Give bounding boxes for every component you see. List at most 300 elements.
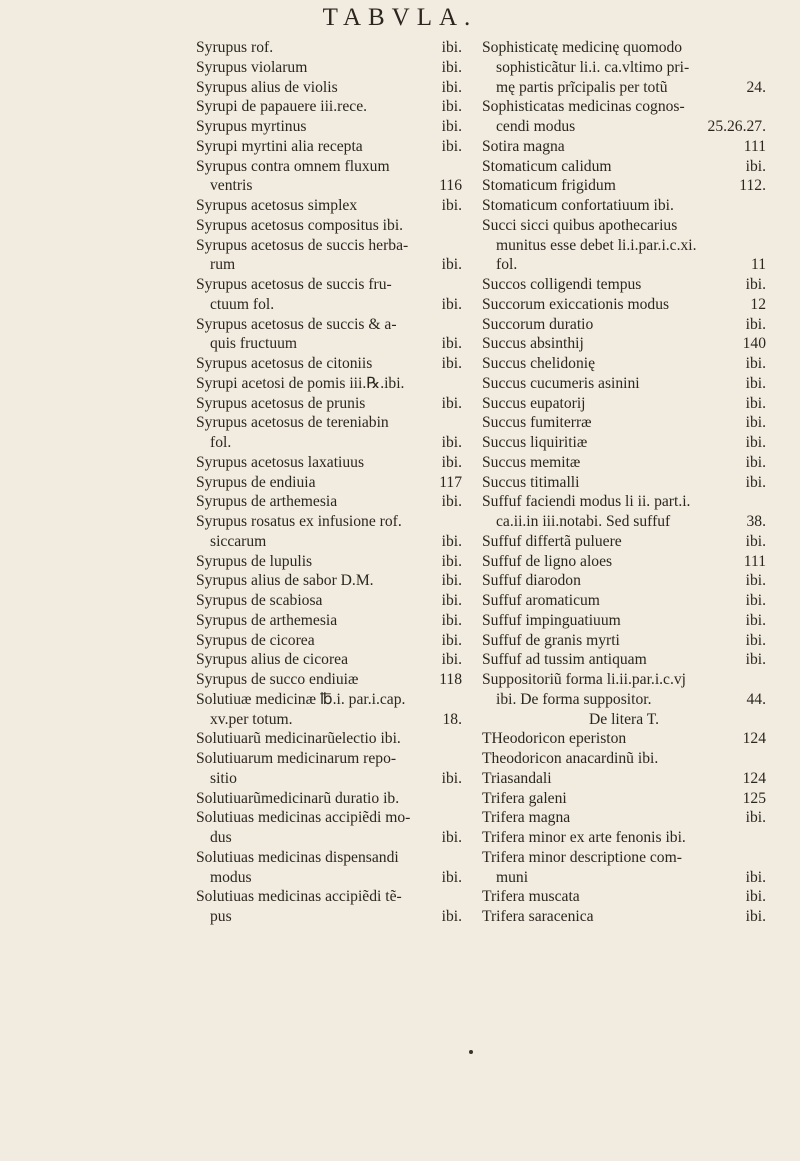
entry-line	[196, 157, 462, 177]
entry-text: fol.	[496, 256, 518, 274]
page-reference: ibi.	[745, 908, 766, 925]
entry-line	[196, 216, 462, 236]
page-reference: ibi.	[745, 809, 766, 827]
entry-text: ibi. De forma suppositor.	[496, 690, 652, 708]
page-reference: ibi.	[745, 631, 766, 649]
index-entry	[196, 591, 462, 611]
entry-line	[196, 848, 462, 868]
index-entry	[482, 176, 766, 196]
entry-line	[482, 828, 766, 848]
entry-text: Syrupus acetosus de prunis	[196, 394, 366, 412]
entry-line	[482, 295, 766, 315]
entry-text: siccarum	[210, 532, 267, 550]
index-entry	[196, 374, 462, 394]
page-reference: ibi.	[745, 276, 766, 293]
entry-line	[196, 710, 462, 730]
index-entry	[482, 611, 766, 631]
page-reference: ibi.	[441, 39, 462, 56]
page-reference: ibi.	[441, 908, 462, 925]
entry-line	[482, 670, 766, 690]
entry-text: Sophisticatas medicinas cognos-	[482, 98, 685, 116]
page-reference: ibi.	[745, 394, 766, 412]
entry-text: Syrupus myrtinus	[196, 118, 307, 135]
page-reference: ibi.	[441, 434, 462, 451]
index-entry	[482, 157, 766, 177]
page-reference: ibi.	[745, 572, 766, 590]
entry-text: Suffuf ad tussim antiquam	[482, 651, 647, 669]
page-reference: ibi.	[441, 137, 462, 155]
index-entry	[482, 808, 766, 828]
entry-line	[482, 236, 766, 256]
entry-line	[482, 532, 766, 552]
entry-text: Syrupus contra omnem fluxum	[196, 157, 390, 175]
index-entry	[482, 216, 766, 275]
index-entry	[482, 413, 766, 433]
entry-line	[196, 552, 462, 572]
entry-text: Sophisticatę medicinę quomodo	[482, 39, 683, 56]
entry-text: THeodoricon eperiston	[482, 730, 627, 748]
entry-line	[482, 789, 766, 809]
page-reference: ibi.	[745, 888, 766, 906]
entry-line	[196, 413, 462, 433]
index-entry	[196, 137, 462, 157]
entry-line	[482, 611, 766, 631]
entry-text: Suffuf differtã puluere	[482, 532, 622, 550]
entry-line	[482, 97, 766, 117]
index-entry	[196, 216, 462, 236]
page-reference: ibi.	[441, 651, 462, 669]
entry-text: Suffuf de granis myrti	[482, 631, 620, 649]
page-reference: ibi.	[745, 592, 766, 609]
entry-text: Solutiuas medicinas dispensandi	[196, 848, 399, 866]
entry-line	[196, 532, 462, 552]
entry-line	[482, 196, 766, 216]
entry-text: Stomaticum frigidum	[482, 177, 616, 195]
page-header: TABVLA.	[322, 4, 478, 31]
entry-line	[196, 354, 462, 374]
entry-text: Trifera minor descriptione com-	[482, 848, 682, 866]
page-reference: 18.	[442, 710, 462, 728]
index-entry	[482, 354, 766, 374]
page-reference: ibi.	[441, 98, 462, 116]
index-entry	[196, 236, 462, 276]
entry-line	[196, 670, 462, 690]
left-column	[196, 38, 462, 927]
entry-text: ca.ii.in iii.notabi. Sed suffuf	[496, 513, 671, 530]
page-reference: 140	[742, 335, 766, 353]
entry-text: xv.per totum.	[210, 710, 293, 728]
index-entry	[196, 453, 462, 473]
entry-line	[482, 117, 766, 137]
entry-text: Syrupus acetosus de succis fru-	[196, 276, 392, 293]
index-entry	[482, 394, 766, 414]
index-entry	[482, 196, 766, 216]
entry-line	[482, 591, 766, 611]
page-reference: ibi.	[441, 829, 462, 846]
entry-line	[196, 492, 462, 512]
index-entry	[482, 275, 766, 295]
page-reference: ibi.	[441, 118, 462, 135]
index-entry	[196, 848, 462, 888]
page-reference: 12	[750, 295, 766, 313]
index-entry	[196, 808, 462, 848]
entry-text: sitio	[210, 769, 237, 787]
page-reference: ibi.	[441, 355, 462, 372]
page-reference: ibi.	[745, 374, 766, 392]
entry-line	[482, 887, 766, 907]
entry-line	[482, 354, 766, 374]
entry-text: Syrupus violarum	[196, 58, 308, 76]
page-reference: ibi.	[745, 532, 766, 550]
page-reference: 24.	[746, 78, 766, 96]
index-entry	[482, 552, 766, 572]
entry-text: Syrupus rof.	[196, 39, 274, 56]
entry-line	[196, 571, 462, 591]
index-entry	[196, 789, 462, 809]
entry-text: Succus memitæ	[482, 453, 581, 471]
page-reference: 124	[742, 730, 766, 748]
entry-text: munitus esse debet li.i.par.i.c.xi.	[496, 236, 697, 254]
entry-text: Syrupus acetosus de succis & a-	[196, 315, 397, 333]
entry-line	[196, 611, 462, 631]
entry-text: Stomaticum calidum	[482, 157, 612, 175]
entry-line	[196, 38, 462, 58]
entry-text: Syrupus rosatus ex infusione rof.	[196, 513, 402, 530]
entry-text: Succi sicci quibus apothecarius	[482, 216, 678, 234]
index-entry	[482, 828, 766, 848]
entry-text: Syrupus alius de sabor D.M.	[196, 572, 374, 590]
index-entry	[196, 394, 462, 414]
page-reference: 117	[439, 473, 462, 491]
entry-line	[196, 631, 462, 651]
index-entry	[482, 374, 766, 394]
index-entry	[196, 552, 462, 572]
index-entry	[482, 769, 766, 789]
index-entry	[196, 650, 462, 670]
index-entry	[482, 315, 766, 335]
index-entry	[196, 117, 462, 137]
entry-text: Syrupus acetosus de tereniabin	[196, 414, 389, 432]
entry-line	[482, 848, 766, 868]
entry-line	[196, 789, 462, 809]
page-reference: ibi.	[745, 473, 766, 491]
entry-text: Syrupi acetosi de pomis iii.℞.ibi.	[196, 374, 405, 392]
entry-line	[196, 97, 462, 117]
page-reference: 11	[750, 256, 766, 274]
index-entry	[196, 196, 462, 216]
index-entry	[196, 887, 462, 927]
entry-text: ventris	[210, 177, 253, 195]
page-reference: ibi.	[441, 335, 462, 353]
page-reference: ibi.	[441, 453, 462, 471]
entry-text: sophisticãtur li.i. ca.vltimo pri-	[496, 58, 690, 76]
page-reference: 111	[743, 137, 766, 155]
index-entry	[196, 690, 462, 730]
entry-line	[482, 729, 766, 749]
index-entry	[196, 631, 462, 651]
page-reference: ibi.	[745, 355, 766, 372]
entry-line	[196, 334, 462, 354]
entry-text: Syrupus alius de violis	[196, 78, 338, 96]
entry-line	[196, 275, 462, 295]
page-reference: ibi.	[745, 315, 766, 333]
entry-line	[482, 38, 766, 58]
page-reference: ibi.	[745, 611, 766, 629]
page-reference: ibi.	[441, 631, 462, 649]
entry-text: Sotira magna	[482, 137, 565, 155]
page-reference: 125	[742, 789, 766, 807]
entry-line	[196, 295, 462, 315]
entry-text: pus	[210, 908, 232, 925]
entry-text: cendi modus	[496, 118, 576, 135]
entry-text: Stomaticum confortatiuum ibi.	[482, 197, 674, 214]
page-reference: ibi.	[441, 611, 462, 629]
entry-text: Solutiuæ medicinæ ℔.i. par.i.cap.	[196, 690, 406, 708]
entry-text: Succus cucumeris asinini	[482, 374, 640, 392]
entry-text: Trifera minor ex arte fenonis ibi.	[482, 829, 686, 846]
entry-line	[482, 690, 766, 710]
entry-line	[482, 808, 766, 828]
index-entry	[482, 492, 766, 532]
entry-line	[482, 868, 766, 888]
index-entry	[196, 611, 462, 631]
entry-text: Syrupus acetosus de succis herba-	[196, 236, 409, 254]
entry-line	[196, 868, 462, 888]
entry-line	[196, 137, 462, 157]
index-entry	[482, 453, 766, 473]
index-entry	[196, 413, 462, 453]
entry-text: dus	[210, 829, 232, 846]
entry-text: Succus liquiritiæ	[482, 434, 588, 451]
page-reference: ibi.	[745, 434, 766, 451]
index-entry	[482, 473, 766, 493]
index-entry	[196, 512, 462, 552]
entry-text: Solutiuarum medicinarum repo-	[196, 750, 397, 767]
page-reference: ibi.	[441, 532, 462, 550]
index-entry	[482, 749, 766, 769]
page-reference: ibi.	[745, 651, 766, 669]
entry-text: Succos colligendi tempus	[482, 276, 642, 293]
ink-dot	[469, 1050, 473, 1054]
entry-line	[482, 78, 766, 98]
entry-line	[196, 58, 462, 78]
entry-line	[482, 571, 766, 591]
entry-line	[196, 433, 462, 453]
entry-line	[196, 315, 462, 335]
entry-line	[482, 157, 766, 177]
entry-line	[196, 512, 462, 532]
page-reference: ibi.	[745, 453, 766, 471]
index-entry	[196, 275, 462, 315]
index-entry	[196, 729, 462, 749]
index-entry	[482, 907, 766, 927]
entry-text: Solutiuarũ medicinarũelectio ibi.	[196, 730, 401, 748]
page-reference: ibi.	[441, 197, 462, 214]
entry-text: quis fructuum	[210, 335, 298, 353]
entry-line	[482, 275, 766, 295]
entry-text: fol.	[210, 434, 232, 451]
page-reference: 124	[742, 769, 766, 787]
page-reference: ibi.	[441, 58, 462, 76]
page-reference: ibi.	[441, 769, 462, 787]
entry-text: Syrupus de arthemesia	[196, 493, 338, 511]
entry-text: Succus absinthij	[482, 335, 584, 353]
entry-text: Suffuf de ligno aloes	[482, 552, 613, 570]
entry-line	[482, 216, 766, 236]
entry-text: rum	[210, 256, 236, 274]
index-entry	[196, 571, 462, 591]
entry-line	[482, 394, 766, 414]
page-reference: ibi.	[441, 493, 462, 511]
entry-line	[482, 473, 766, 493]
entry-text: Suffuf impinguatiuum	[482, 611, 621, 629]
entry-text: ctuum fol.	[210, 295, 275, 313]
entry-line	[196, 690, 462, 710]
entry-line	[482, 58, 766, 78]
entry-line	[196, 394, 462, 414]
index-entry	[482, 97, 766, 137]
section-heading: De litera T.	[589, 710, 659, 728]
index-entry	[196, 473, 462, 493]
index-entry	[482, 334, 766, 354]
entry-line	[196, 473, 462, 493]
index-entry	[196, 354, 462, 374]
entry-text: Suffuf diarodon	[482, 572, 581, 590]
page-reference: 112.	[739, 177, 766, 195]
entry-line	[482, 176, 766, 196]
entry-line	[482, 413, 766, 433]
entry-line	[482, 255, 766, 275]
entry-line	[196, 808, 462, 828]
index-entry	[196, 58, 462, 78]
entry-text: Theodoricon anacardinũ ibi.	[482, 750, 659, 767]
entry-text: Succorum duratio	[482, 315, 594, 333]
page-reference: ibi.	[745, 157, 766, 175]
entry-text: Solutiuas medicinas accipiẽdi tẽ-	[196, 888, 402, 906]
page-reference: 44.	[746, 690, 766, 708]
entry-text: Syrupus alius de cicorea	[196, 651, 348, 669]
entry-text: Succus chelidonię	[482, 355, 596, 372]
entry-line	[482, 453, 766, 473]
page-reference: 118	[439, 671, 462, 688]
entry-line	[482, 631, 766, 651]
entry-text: Succus fumiterræ	[482, 414, 592, 432]
index-entry	[482, 433, 766, 453]
entry-text: Trifera galeni	[482, 789, 567, 807]
entry-line	[482, 433, 766, 453]
page-reference: ibi.	[441, 572, 462, 590]
entry-text: Syrupus acetosus simplex	[196, 197, 358, 214]
entry-text: Triasandali	[482, 769, 552, 787]
index-entry	[482, 670, 766, 710]
page-reference: ibi.	[441, 78, 462, 96]
entry-text: Syrupus de lupulis	[196, 552, 313, 570]
entry-text: Suppositoriũ forma li.ii.par.i.c.vj	[482, 671, 686, 688]
entry-text: Succorum exiccationis modus	[482, 295, 670, 313]
entry-text: Syrupus acetosus laxatiuus	[196, 453, 365, 471]
entry-text: Solutiuas medicinas accipiẽdi mo-	[196, 809, 411, 827]
entry-text: Solutiuarũmedicinarũ duratio ib.	[196, 789, 400, 807]
entry-text: mę partis prĩcipalis per totũ	[496, 78, 668, 96]
entry-line	[482, 907, 766, 927]
entry-line	[196, 828, 462, 848]
entry-line	[196, 196, 462, 216]
entry-line	[482, 769, 766, 789]
index-entry	[482, 571, 766, 591]
index-entry	[482, 532, 766, 552]
entry-text: Succus titimalli	[482, 473, 580, 491]
entry-text: muni	[496, 868, 529, 886]
entry-text: Syrupus de cicorea	[196, 631, 315, 649]
entry-text: Syrupus de scabiosa	[196, 592, 323, 609]
index-entry	[482, 887, 766, 907]
entry-line	[482, 552, 766, 572]
entry-text: Syrupi myrtini alia recepta	[196, 137, 363, 155]
index-entry	[196, 78, 462, 98]
index-entry	[196, 492, 462, 512]
page-reference: 116	[439, 177, 462, 195]
entry-line	[482, 334, 766, 354]
index-entry	[482, 38, 766, 97]
page-reference: 25.26.27.	[707, 118, 766, 135]
index-entry	[196, 97, 462, 117]
page-reference: 38.	[746, 513, 766, 530]
entry-line	[196, 374, 462, 394]
entry-line	[482, 650, 766, 670]
entry-line	[196, 78, 462, 98]
entry-line	[196, 749, 462, 769]
entry-line	[196, 117, 462, 137]
entry-line	[196, 176, 462, 196]
index-entry	[196, 670, 462, 690]
index-entry	[482, 137, 766, 157]
page-reference: ibi.	[745, 414, 766, 432]
entry-text: Trifera magna	[482, 809, 571, 827]
entry-text: Syrupus de endiuia	[196, 473, 316, 491]
index-entry	[196, 749, 462, 789]
entry-text: Succus eupatorij	[482, 394, 586, 412]
entry-line	[482, 315, 766, 335]
index-entry	[482, 591, 766, 611]
entry-line	[196, 236, 462, 256]
right-column	[482, 38, 766, 927]
index-entry	[482, 295, 766, 315]
page-reference: ibi.	[441, 552, 462, 570]
index-entry	[482, 848, 766, 888]
entry-line	[482, 137, 766, 157]
index-entry	[482, 789, 766, 809]
page-reference: ibi.	[441, 868, 462, 886]
entry-line	[196, 591, 462, 611]
page-reference: 111	[743, 552, 766, 570]
index-entry	[196, 315, 462, 355]
index-entry	[196, 38, 462, 58]
index-entry	[196, 157, 462, 197]
entry-line	[196, 887, 462, 907]
entry-line	[482, 749, 766, 769]
entry-text: Syrupi de papauere iii.rece.	[196, 98, 368, 116]
entry-line	[482, 374, 766, 394]
entry-text: Syrupus de arthemesia	[196, 611, 338, 629]
entry-text: Trifera muscata	[482, 888, 580, 906]
entry-line	[196, 907, 462, 927]
entry-line	[196, 729, 462, 749]
index-entry	[482, 729, 766, 749]
entry-line	[196, 650, 462, 670]
entry-text: Trifera saracenica	[482, 908, 594, 925]
entry-text: Suffuf faciendi modus li ii. part.i.	[482, 493, 691, 511]
entry-line	[482, 512, 766, 532]
